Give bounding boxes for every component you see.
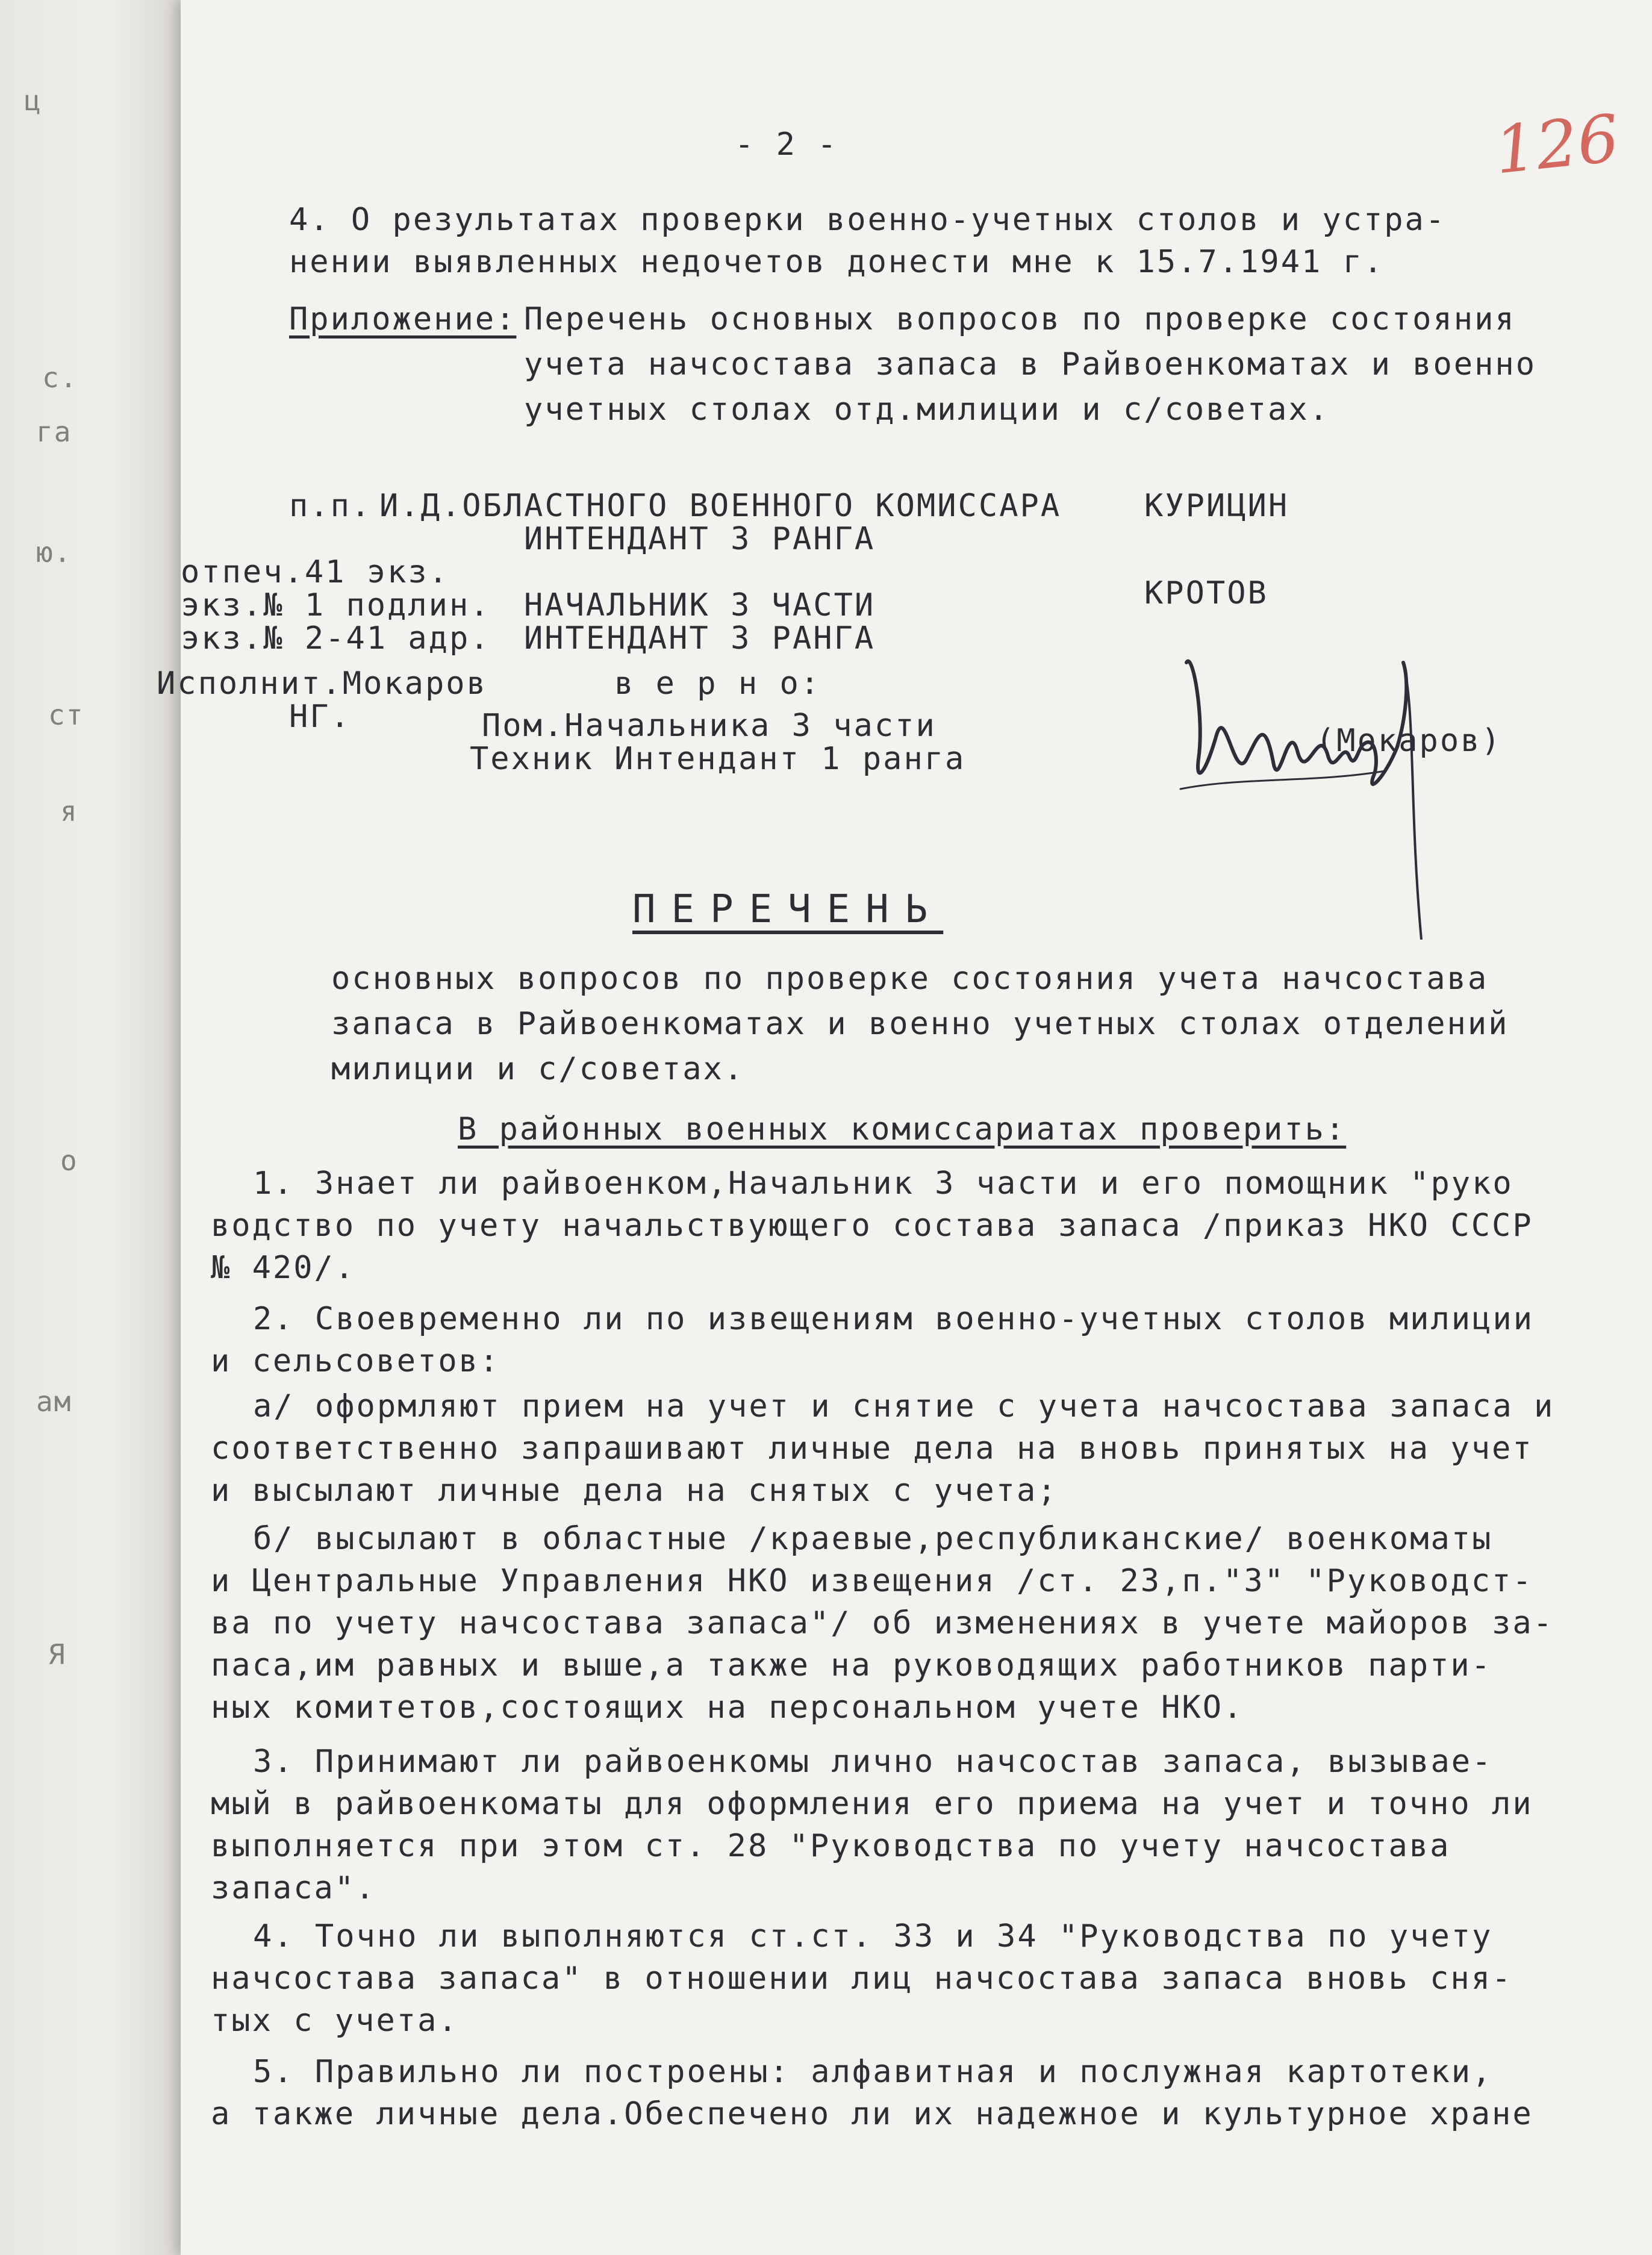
- copies-line: экз.№ 1 подлин.: [181, 587, 491, 623]
- body-line: запаса".: [211, 1870, 376, 1906]
- left-fragment: га: [36, 416, 72, 448]
- pp-mark: п.п.: [289, 488, 372, 524]
- body-line: выполняется при этом ст. 28 "Руководства по учету начсостава: [211, 1828, 1451, 1864]
- order-item-4: нении выявленных недочетов донести мне к 15.7.1941 г.: [289, 244, 1385, 280]
- left-page-edge: [0, 0, 181, 2255]
- official1-rank: ИНТЕНДАНТ 3 РАНГА: [524, 521, 876, 557]
- left-fragment: ам: [36, 1385, 72, 1418]
- list-subtitle: милиции и с/советах.: [331, 1051, 745, 1087]
- body-line: мый в райвоенкоматы для оформления его приема на учет и точно ли: [211, 1786, 1533, 1822]
- list-title: ПЕРЕЧЕНЬ: [632, 887, 944, 932]
- body-line: и Центральные Управления НКО извещения /ст. 23,п."3" "Руководст-: [211, 1563, 1533, 1599]
- verno-mark: в е р н о:: [614, 666, 821, 702]
- body-line: тых с учета.: [211, 2003, 459, 2039]
- body-line: а/ оформляют прием на учет и снятие с учета начсостава запаса и: [253, 1388, 1555, 1424]
- folio-number: 126: [1491, 101, 1623, 189]
- left-fragment: ц: [24, 84, 42, 117]
- body-line: и высылают личные дела на снятых с учета;: [211, 1473, 1058, 1509]
- body-line: 2. Своевременно ли по извещениям военно-учетных столов милиции: [253, 1301, 1535, 1337]
- body-line: водство по учету начальствующего состава запаса /приказ НКО СССР: [211, 1208, 1533, 1244]
- appendix-text: учетных столах отд.милиции и с/советах.: [524, 391, 1330, 428]
- list-subtitle: запаса в Райвоенкоматах и военно учетных столах отделений: [331, 1006, 1509, 1042]
- body-line: 4. Точно ли выполняются ст.ст. 33 и 34 "Руководства по учету: [253, 1918, 1493, 1954]
- section-heading: В районных военных комиссариатах проверить:: [458, 1111, 1347, 1147]
- official1-name: КУРИЦИН: [1144, 488, 1289, 524]
- executor: Исполнит.Мокаров: [157, 666, 487, 702]
- assistant-title: Пом.Начальника 3 части: [482, 708, 937, 744]
- handwritten-signature: [1168, 626, 1506, 940]
- body-line: начсостава запаса" в отношении лиц начсостава запаса вновь сня-: [211, 1960, 1513, 1997]
- official1-title: И.Д.ОБЛАСТНОГО ВОЕННОГО КОМИССАРА: [379, 488, 1062, 524]
- body-line: и сельсоветов:: [211, 1343, 500, 1379]
- left-fragment: с.: [42, 361, 78, 394]
- body-line: ва по учету начсостава запаса"/ об изменениях в учете майоров за-: [211, 1605, 1554, 1641]
- appendix-label: Приложение:: [289, 301, 517, 337]
- official2-rank: ИНТЕНДАНТ 3 РАНГА: [524, 620, 876, 657]
- document-page: [157, 0, 1652, 2255]
- body-line: а также личные дела.Обеспечено ли их надежное и культурное хране: [211, 2096, 1533, 2132]
- appendix-text: учета начсостава запаса в Райвоенкоматах и военно: [524, 346, 1537, 382]
- copies-line: экз.№ 2-41 адр.: [181, 620, 491, 657]
- official2-title: НАЧАЛЬНИК 3 ЧАСТИ: [524, 587, 876, 623]
- official2-name: КРОТОВ: [1144, 575, 1268, 611]
- copies-line: отпеч.41 экз.: [181, 554, 449, 590]
- body-line: ных комитетов,состоящих на персональном учете НКО.: [211, 1689, 1244, 1726]
- left-fragment: о: [60, 1144, 78, 1177]
- order-item-4: 4. О результатах проверки военно-учетных столов и устра-: [289, 202, 1447, 238]
- left-fragment: Я: [48, 1638, 66, 1671]
- assistant-name: (Мокаров): [1316, 723, 1502, 759]
- appendix-text: Перечень основных вопросов по проверке состояния: [524, 301, 1516, 337]
- left-fragment: я: [60, 795, 78, 828]
- left-fragment: ю.: [36, 536, 72, 569]
- body-line: соответственно запрашивают личные дела на вновь принятых на учет: [211, 1430, 1533, 1467]
- body-line: 1. Знает ли райвоенком,Начальник 3 части и его помощник "руко: [253, 1165, 1513, 1202]
- executor-initials: НГ.: [289, 699, 351, 735]
- body-line: б/ высылают в областные /краевые,республиканские/ военкоматы: [253, 1521, 1493, 1557]
- body-line: 3. Принимают ли райвоенкомы лично начсостав запаса, вызывае-: [253, 1744, 1493, 1780]
- body-line: 5. Правильно ли построены: алфавитная и послужная картотеки,: [253, 2054, 1493, 2090]
- assistant-rank: Техник Интендант 1 ранга: [470, 741, 966, 777]
- body-line: № 420/.: [211, 1250, 356, 1286]
- list-subtitle: основных вопросов по проверке состояния учета начсостава: [331, 961, 1489, 997]
- page-number: - 2 -: [735, 126, 838, 163]
- left-fragment: ст: [48, 699, 84, 731]
- body-line: паса,им равных и выше,а также на руководящих работников парти-: [211, 1647, 1492, 1683]
